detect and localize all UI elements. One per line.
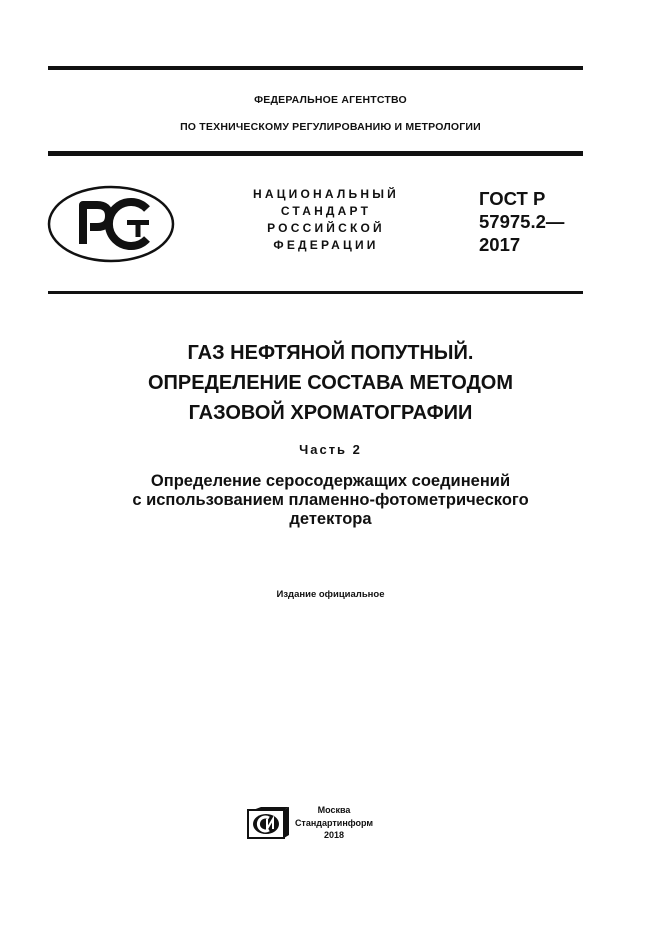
agency-line-2: ПО ТЕХНИЧЕСКОМУ РЕГУЛИРОВАНИЮ И МЕТРОЛОГИИ bbox=[180, 121, 481, 133]
national-line: ФЕДЕРАЦИИ bbox=[273, 238, 379, 252]
standartinform-logo-icon bbox=[247, 806, 291, 840]
national-line: НАЦИОНАЛЬНЫЙ bbox=[252, 187, 400, 201]
subtitle-line: с использованием пламенно-фотометрического bbox=[132, 491, 529, 509]
code-line-3: 2017 bbox=[479, 234, 521, 255]
standard-rule bbox=[48, 291, 583, 294]
document-subtitle bbox=[0, 472, 661, 529]
subtitle-line: детектора bbox=[289, 510, 372, 528]
code-line-1: ГОСТ Р bbox=[479, 188, 546, 209]
publisher-name: Стандартинформ bbox=[294, 817, 374, 828]
title-line: ОПРЕДЕЛЕНИЕ СОСТАВА МЕТОДОМ bbox=[147, 372, 514, 394]
title-line: ГАЗОВОЙ ХРОМАТОГРАФИИ bbox=[188, 402, 473, 424]
publisher-year: 2018 bbox=[323, 830, 345, 840]
national-line: РОССИЙСКОЙ bbox=[267, 221, 385, 235]
header-rule bbox=[48, 151, 583, 156]
agency-line-1: ФЕДЕРАЛЬНОЕ АГЕНТСТВО bbox=[254, 94, 407, 106]
standard-code bbox=[479, 187, 564, 256]
national-line: СТАНДАРТ bbox=[280, 204, 372, 218]
top-rule bbox=[48, 66, 583, 70]
edition-label: Издание официальное bbox=[276, 589, 385, 600]
document-title bbox=[0, 338, 661, 428]
publisher-block bbox=[288, 804, 380, 842]
part-label: Часть 2 bbox=[299, 442, 362, 457]
code-line-2: 57975.2— bbox=[479, 211, 565, 232]
national-standard-label bbox=[238, 186, 414, 254]
title-line: ГАЗ НЕФТЯНОЙ ПОПУТНЫЙ. bbox=[187, 342, 474, 364]
rst-gost-logo-icon bbox=[47, 185, 175, 263]
publisher-city: Москва bbox=[317, 805, 351, 815]
subtitle-line: Определение серосодержащих соединений bbox=[150, 472, 511, 490]
